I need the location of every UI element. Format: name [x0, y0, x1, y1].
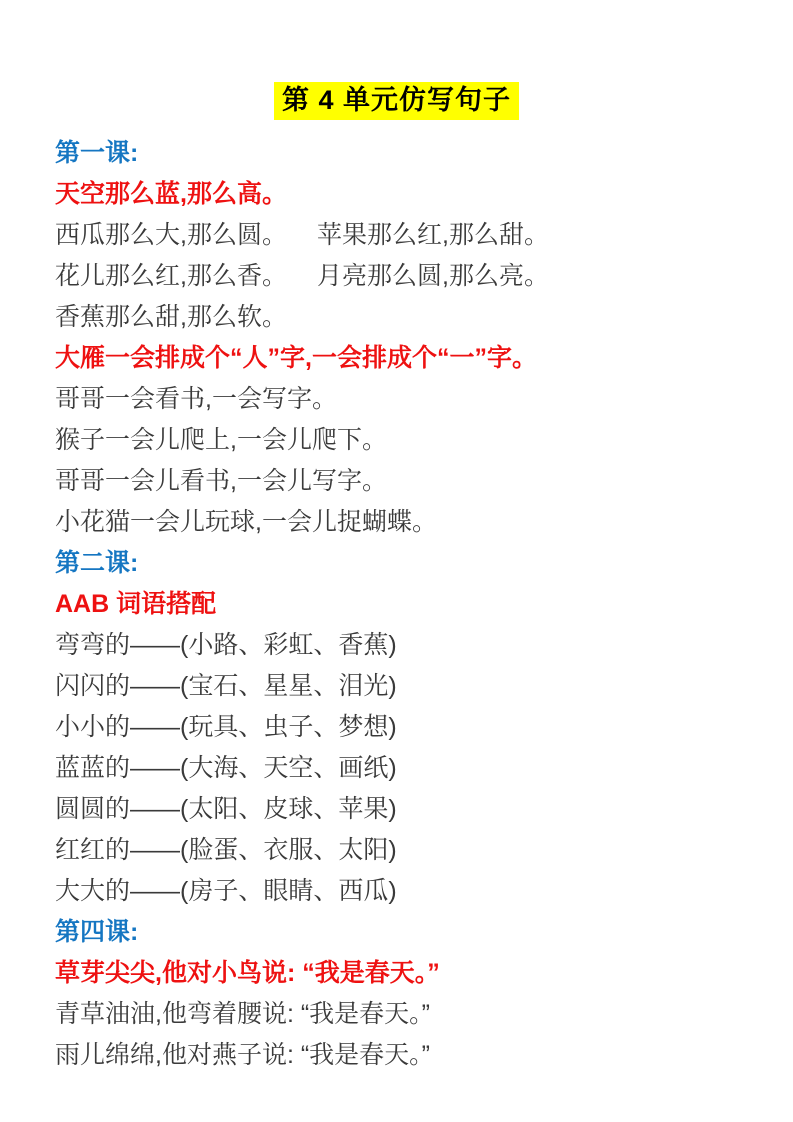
lesson4-heading: 第四课:: [55, 917, 139, 946]
title-row: [0, 0, 793, 120]
lesson1-example-1: 天空那么蓝,那么高。: [55, 179, 287, 208]
aab-item: 小小的——(玩具、虫子、梦想): [55, 712, 397, 741]
lesson1-practice-line: 小花猫一会儿玩球,一会儿捉蝴蝶。: [55, 507, 437, 536]
lesson2-subheading: AAB 词语搭配: [55, 589, 217, 618]
aab-item: 闪闪的——(宝石、星星、泪光): [55, 671, 397, 700]
aab-item: 弯弯的——(小路、彩虹、香蕉): [55, 630, 397, 659]
sentence-left: 花儿那么红,那么香。: [55, 261, 287, 290]
lesson4-practice-line: 雨儿绵绵,他对燕子说: “我是春天。”: [55, 1040, 430, 1069]
lesson4-practice-line: 青草油油,他弯着腰说: “我是春天。”: [55, 999, 430, 1028]
aab-item: 大大的——(房子、眼睛、西瓜): [55, 876, 397, 905]
lesson1-practice-line: 哥哥一会儿看书,一会儿写字。: [55, 466, 387, 495]
page-title: 第 4 单元仿写句子: [274, 82, 519, 120]
sentence-left: 西瓜那么大,那么圆。: [55, 220, 287, 249]
lesson1-pair-row-2: [55, 253, 763, 294]
lesson1-single-sentence: 香蕉那么甜,那么软。: [55, 302, 287, 331]
aab-item: 圆圆的——(太阳、皮球、苹果): [55, 794, 397, 823]
lesson1-practice-line: 哥哥一会看书,一会写字。: [55, 384, 337, 413]
lesson1-example-2: 大雁一会排成个“人”字,一会排成个“一”字。: [55, 343, 537, 372]
aab-item: 蓝蓝的——(大海、天空、画纸): [55, 753, 397, 782]
sentence-right: 月亮那么圆,那么亮。: [317, 261, 549, 290]
lesson1-heading: 第一课:: [55, 138, 139, 167]
lesson4-example: 草芽尖尖,他对小鸟说: “我是春天。”: [55, 958, 440, 987]
sentence-right: 苹果那么红,那么甜。: [317, 220, 549, 249]
lesson1-pair-row-1: [55, 212, 763, 253]
lesson2-heading: 第二课:: [55, 548, 139, 577]
aab-item: 红红的——(脸蛋、衣服、太阳): [55, 835, 397, 864]
worksheet-content: [0, 130, 793, 1073]
lesson1-practice-line: 猴子一会儿爬上,一会儿爬下。: [55, 425, 387, 454]
